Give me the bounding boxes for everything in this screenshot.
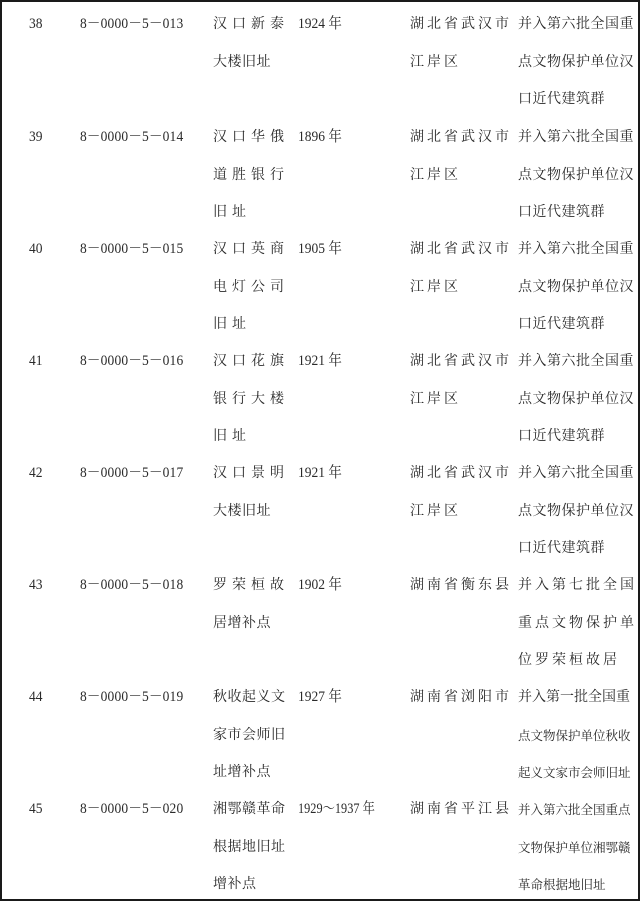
site-location — [410, 567, 512, 605]
site-year: 1927 年 — [298, 689, 342, 705]
site-location — [410, 6, 512, 81]
site-location — [410, 231, 512, 306]
row-number: 39 — [29, 129, 43, 145]
site-code: 8－0000－5－019 — [80, 689, 184, 705]
site-code: 8－0000－5－015 — [80, 241, 184, 257]
site-note-line: 点文物保护单位汉 — [518, 53, 634, 70]
site-name-line: 汉口新泰 — [213, 16, 289, 32]
site-location — [410, 679, 512, 717]
site-name-line: 罗荣桓故 — [213, 577, 289, 593]
site-name-line: 汉口华俄 — [213, 129, 289, 145]
site-name — [213, 455, 289, 530]
site-note-line: 并入第六批全国重 — [518, 353, 634, 369]
site-note-line: 起义文家市会师旧址 — [518, 765, 631, 780]
row-number: 43 — [29, 577, 43, 593]
site-code: 8－0000－5－014 — [80, 129, 184, 145]
site-name-line: 湘鄂赣革命 — [213, 801, 286, 817]
site-note-line: 口近代建筑群 — [518, 91, 605, 107]
site-location — [410, 455, 512, 530]
site-location-line: 湖南省衡东县 — [410, 577, 512, 593]
site-code: 8－0000－5－017 — [80, 465, 184, 481]
site-note — [518, 231, 634, 344]
site-note-line: 口近代建筑群 — [518, 316, 605, 332]
row-number: 45 — [29, 801, 43, 817]
site-note — [518, 567, 637, 680]
site-name — [213, 343, 289, 456]
site-name-line: 秋收起义文 — [213, 689, 286, 705]
site-note-line: 并入第六批全国重 — [518, 465, 634, 481]
site-note-line: 革命根据地旧址 — [518, 877, 606, 892]
site-location — [410, 119, 512, 194]
row-number: 44 — [29, 689, 43, 705]
site-name — [213, 679, 286, 792]
site-year: 1921 年 — [298, 353, 342, 369]
site-code: 8－0000－5－020 — [80, 801, 184, 817]
site-note — [518, 343, 634, 456]
site-name-line: 汉口花旗 — [213, 353, 289, 369]
site-location-line: 江岸区 — [410, 166, 461, 183]
site-year: 1921 年 — [298, 465, 342, 481]
site-note — [518, 679, 631, 792]
site-location-line: 江岸区 — [410, 53, 461, 70]
site-name-line: 大楼旧址 — [213, 53, 271, 70]
row-number: 40 — [29, 241, 43, 257]
site-location — [410, 791, 512, 829]
site-note-line: 点文物保护单位汉 — [518, 278, 634, 295]
site-note-line: 口近代建筑群 — [518, 428, 605, 444]
site-note-line: 点文物保护单位秋收 — [518, 727, 631, 743]
site-name-line: 汉口英商 — [213, 241, 289, 257]
site-note-line: 并入第七批全国 — [518, 577, 637, 593]
site-note-line: 点文物保护单位汉 — [518, 502, 634, 519]
site-name-line: 址增补点 — [213, 764, 271, 780]
site-location-line: 江岸区 — [410, 278, 461, 295]
site-name-line: 居增补点 — [213, 614, 271, 631]
site-year: 1924 年 — [298, 16, 342, 32]
site-name-line: 旧址 — [213, 204, 251, 220]
site-note-line: 点文物保护单位汉 — [518, 390, 634, 407]
site-note-line: 文物保护单位湘鄂赣 — [518, 839, 631, 855]
site-location-line: 湖北省武汉市 — [410, 465, 512, 481]
site-note-line: 并入第六批全国重点 — [518, 802, 631, 817]
site-name-line: 旧址 — [213, 428, 251, 444]
site-note — [518, 119, 634, 232]
site-location-line: 江岸区 — [410, 502, 461, 519]
site-year: 1929～1937 年 — [298, 801, 375, 817]
site-name-line: 家市会师旧 — [213, 726, 286, 743]
site-code: 8－0000－5－016 — [80, 353, 184, 369]
site-location-line: 江岸区 — [410, 390, 461, 407]
site-name-line: 增补点 — [213, 876, 257, 892]
site-location-line: 湖南省平江县 — [410, 801, 512, 817]
site-name — [213, 567, 289, 642]
site-name-line: 汉口景明 — [213, 465, 289, 481]
site-location-line: 湖北省武汉市 — [410, 16, 512, 32]
site-year: 1896 年 — [298, 129, 342, 145]
site-location-line: 湖南省浏阳市 — [410, 689, 512, 705]
site-location — [410, 343, 512, 418]
site-note-line: 并入第六批全国重 — [518, 241, 634, 257]
site-name — [213, 231, 289, 344]
site-code: 8－0000－5－013 — [80, 16, 184, 32]
site-note-line: 并入第六批全国重 — [518, 129, 634, 145]
row-number: 42 — [29, 465, 43, 481]
site-name — [213, 119, 289, 232]
site-name-line: 道胜银行 — [213, 166, 289, 183]
site-name — [213, 6, 289, 81]
site-name-line: 银行大楼 — [213, 390, 289, 407]
site-location-line: 湖北省武汉市 — [410, 129, 512, 145]
site-note-line: 位罗荣桓故居 — [518, 652, 620, 668]
site-location-line: 湖北省武汉市 — [410, 353, 512, 369]
site-note-line: 重点文物保护单 — [518, 614, 637, 631]
site-note-line: 口近代建筑群 — [518, 204, 605, 220]
site-note-line: 点文物保护单位汉 — [518, 166, 634, 183]
site-name-line: 大楼旧址 — [213, 502, 271, 519]
site-note — [518, 6, 634, 119]
site-note — [518, 791, 631, 904]
site-note — [518, 455, 634, 568]
site-code: 8－0000－5－018 — [80, 577, 184, 593]
site-location-line: 湖北省武汉市 — [410, 241, 512, 257]
site-name-line: 根据地旧址 — [213, 838, 286, 855]
site-name-line: 旧址 — [213, 316, 251, 332]
site-name-line: 电灯公司 — [213, 278, 289, 295]
site-note-line: 并入第一批全国重 — [518, 689, 630, 705]
site-note-line: 口近代建筑群 — [518, 540, 605, 556]
row-number: 41 — [29, 353, 43, 369]
row-number: 38 — [29, 16, 43, 32]
site-year: 1905 年 — [298, 241, 342, 257]
site-note-line: 并入第六批全国重 — [518, 16, 634, 32]
site-year: 1902 年 — [298, 577, 342, 593]
site-name — [213, 791, 286, 904]
